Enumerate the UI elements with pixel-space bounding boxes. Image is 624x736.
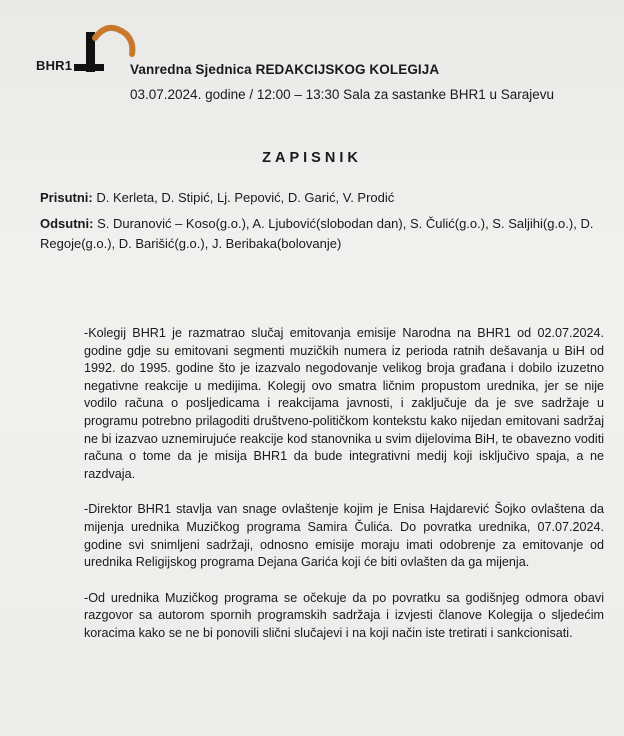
present-line [40,188,610,208]
absent-label: Odsutni: [40,216,94,231]
absent-value: S. Duranović – Koso(g.o.), A. Ljubović(slobodan dan), S. Čulić(g.o.), S. Saljihi(g.o.), D. Regoje(g.o.), D. Barišić(g.o.), J. Beribaka(bolovanje) [40,216,594,251]
paragraph: -Kolegij BHR1 je razmatrao slučaj emitovanja emisije Narodna na BHR1 od 02.07.2024. godine gdje su emitovani segmenti muzičkih numera iz perioda ratnih dešavanja u BiH od 1992. do 1995. godine što je izazvalo negodovanje velikog broja građana i dobilo izuzetno negativne reakcije u medijima. Kolegij ovo smatra ličnim propustom urednika, jer se nije vodilo računa o posljedicama i reakcijama javnosti, i zaključuje da je sve sadržaje u programu potrebno prilagoditi društveno-političkom kontekstu kako nijedan emitovani sadržaj ne bi izazvao uznemirujuće reakcije kod stanovnika u svim dijelovima BiH, te obavezno voditi računa o tome da je misija BHR1 da bude integrativni medij koji isključivo spaja, a ne razdvaja. [84,326,604,481]
bhr1-logo [34,24,124,80]
meeting-title: Vanredna Sjednica REDAKCIJSKOG KOLEGIJA [130,62,440,77]
absent-line [40,214,610,254]
attendance-section [40,188,610,260]
meeting-date-location: 03.07.2024. godine / 12:00 – 13:30 Sala za sastanke BHR1 u Sarajevu [130,87,555,102]
minutes-body [84,325,604,661]
present-label: Prisutni: [40,190,93,205]
present-value: D. Kerleta, D. Stipić, Lj. Pepović, D. Garić, V. Prodić [96,190,395,205]
paragraph: -Od urednika Muzičkog programa se očekuje da po povratku sa godišnjeg odmora obavi razgovor sa autorom spornih programskih sadržaja i izvjesti članove Kolegija o sljedećim koracima kako se ne bi ponovili slični slučajevi i na koji način iste tretirati i sankcionisati. [84,590,604,640]
document-title: ZAPISNIK [262,150,362,166]
logo-text: BHR1 [36,58,73,73]
paragraph: -Direktor BHR1 stavlja van snage ovlaštenje kojim je Enisa Hajdarević Šojko ovlaštena da mijenja urednika Muzičkog programa Samira Čulića. Do povratka urednika, 07.07.2024. godine svi snimljeni sadržaji, odnosno emisije moraju imati odobrenje za emitovanje od urednika Religijskog programa Dejana Garića koji će biti ovlašten da ga mijenja. [84,502,604,570]
